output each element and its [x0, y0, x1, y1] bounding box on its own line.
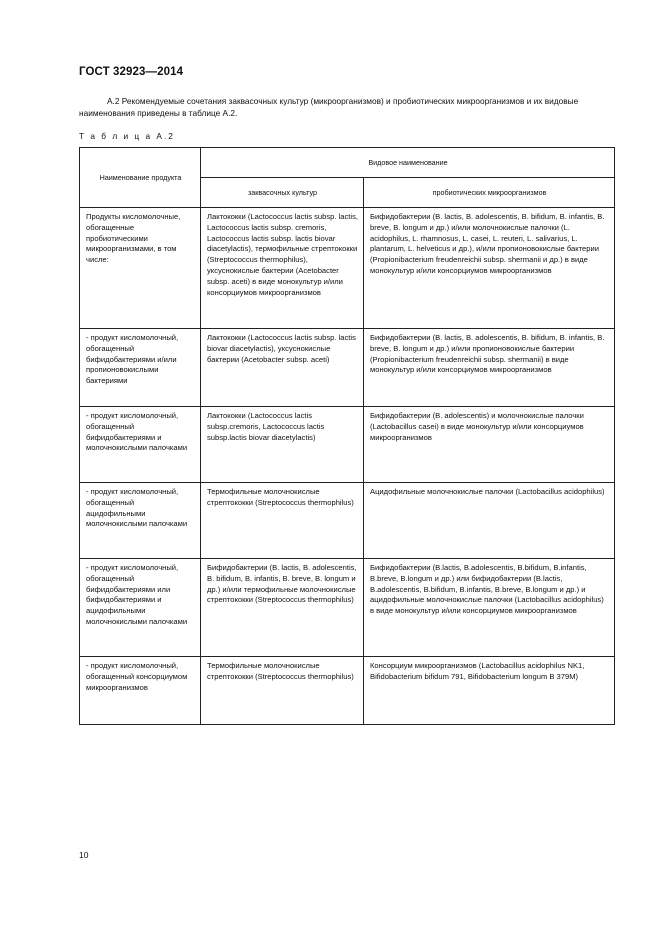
starter-cell: Термофильные молочнокислые стрептококки (Streptococcus thermophilus)	[201, 483, 364, 559]
probiotic-cell: Бифидобактерии (B.lactis, B.adolescentis, B.bifidum, B.infantis, B.breve, B.longum и др.) или бифидобактерии (B.lactis, B.adolescentis, B.bifidum, B.infantis, B.breve, B.longum и др.) и ацидофильные молочнокислые палочки (Lactobacillus acidophilus) в виде монокультур и/или консорциумов микроорганизмов	[364, 559, 615, 657]
probiotic-cell: Бифидобактерии (B. lactis, B. adolescentis, B. bifidum, B. infantis, B. breve, B. longum и др.) и/или пропионовокислые бактерии (Propionibacterium freudenreichii subsp. shermanii) в виде монокультур и/или консорциумов микроорганизмов	[364, 329, 615, 407]
starter-cell: Лактококки (Lactococcus lactis subsp.cremoris, Lactococcus lactis subsp.lactis biovar diacetylactis)	[201, 407, 364, 483]
starter-cell: Лактококки (Lactococcus lactis subsp. lactis, Lactococcus lactis subsp. cremoris, Lactococcus lactis subsp. lactis biovar diacetylactis), термофильные стрептококки (Streptococcus thermophilus), уксуснокислые бактерии (Acetobacter subsp. aceti) в виде монокультур и/или консорциумов микроорганизмов	[201, 208, 364, 329]
standard-header: ГОСТ 32923—2014	[79, 66, 184, 78]
table-row	[80, 407, 615, 483]
product-cell: - продукт кисломолочный, обогащенный консорциумом микроорганизмов	[80, 657, 201, 725]
product-cell: - продукт кисломолочный, обогащенный бифидобактериями и молочнокислыми палочками	[80, 407, 201, 483]
starter-cell: Лактококки (Lactococcus lactis subsp. lactis biovar diacetylactis), уксуснокислые бактерии (Acetobacter subsp. aceti)	[201, 329, 364, 407]
table-row	[80, 329, 615, 407]
product-cell: Продукты кисломолочные, обогащенные пробиотическими микроорганизмами, в том числе:	[80, 208, 201, 329]
product-cell: - продукт кисломолочный, обогащенный бифидобактериями и/или пропионовокислыми бактериями	[80, 329, 201, 407]
table-row	[80, 208, 615, 329]
starter-cell: Термофильные молочнокислые стрептококки (Streptococcus thermophilus)	[201, 657, 364, 725]
page-number: 10	[79, 850, 89, 860]
header-starter: заквасочных культур	[201, 178, 364, 208]
starter-cell: Бифидобактерии (B. lactis, B. adolescentis, B. bifidum, B. infantis, B. breve, B. longum и др.) и/или термофильные молочнокислые стрептококки (Streptococcus thermophilus)	[201, 559, 364, 657]
table-row	[80, 657, 615, 725]
header-species: Видовое наименование	[201, 148, 615, 178]
table-row	[80, 483, 615, 559]
table-row	[80, 559, 615, 657]
header-product: Наименование продукта	[80, 148, 201, 208]
probiotic-cell: Бифидобактерии (B. adolescentis) и молочнокислые палочки (Lactobacillus casei) в виде монокультур и/или консорциумов микроорганизмов	[364, 407, 615, 483]
intro-paragraph	[79, 95, 614, 119]
intro-text: А.2 Рекомендуемые сочетания заквасочных культур (микроорганизмов) и пробиотических микроорганизмов и их видовые наименования приведены в таблице А.2.	[79, 96, 579, 118]
probiotic-cell: Ацидофильные молочнокислые палочки (Lactobacillus acidophilus)	[364, 483, 615, 559]
probiotic-cell: Консорциум микроорганизмов (Lactobacillus acidophilus NK1, Bifidobacterium bifidum 791, Bifidobacterium longum В 379М)	[364, 657, 615, 725]
product-cell: - продукт кисломолочный, обогащенный бифидобактериями или бифидобактериями и ацидофильными молочнокислыми палочками	[80, 559, 201, 657]
header-probiotic: пробиотических микроорганизмов	[364, 178, 615, 208]
table-caption: Т а б л и ц а А.2	[79, 131, 175, 141]
table-a2	[79, 147, 615, 725]
probiotic-cell: Бифидобактерии (B. lactis, B. adolescentis, B. bifidum, B. infantis, B. breve, B. longum и др.) и/или молочнокислые палочки (L. acidophilus, L. rhamnosus, L. casei, L. reuteri, L. salivarius, L. plantarum, L. helveticus и др.), и/или пропионовокислые бактерии (Propionibacterium freudenreichii subsp. shermanii и др.) в виде монокультур и/или консорциумов микроорганизмов	[364, 208, 615, 329]
product-cell: - продукт кисломолочный, обогащенный ацидофильными молочнокислыми палочками	[80, 483, 201, 559]
